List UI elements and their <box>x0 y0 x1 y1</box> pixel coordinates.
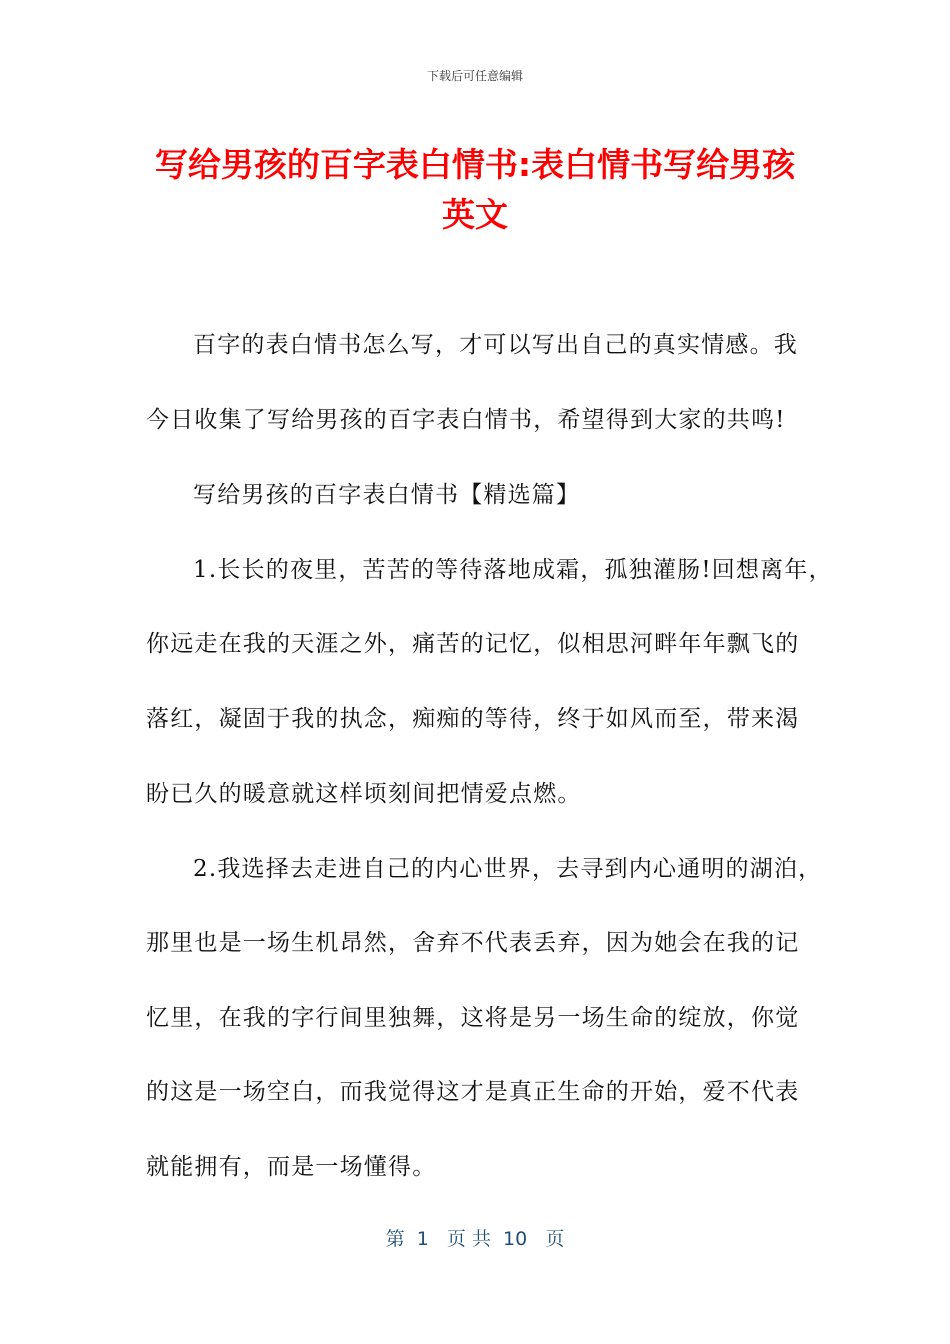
item-2-line-5: 就能拥有，而是一场懂得。 <box>146 1154 437 1180</box>
section-heading: 写给男孩的百字表白情书【精选篇】 <box>193 482 581 508</box>
item-1-line-4: 盼已久的暖意就这样顷刻间把情爱点燃。 <box>146 781 582 807</box>
page-footer: 第 1 页 共 10 页 <box>385 1228 565 1250</box>
document-title <box>100 140 850 240</box>
title-line-2: 英文 <box>442 195 508 234</box>
item-2-line-2: 那里也是一场生机昂然，舍弃不代表丢弃，因为她会在我的记 <box>146 930 800 956</box>
item-2-line-1: 2.我选择去走进自己的内心世界，去寻到内心通明的湖泊， <box>193 856 823 882</box>
title-line-1: 写给男孩的百字表白情书:表白情书写给男孩 <box>154 145 796 184</box>
item-2-line-3: 忆里，在我的字行间里独舞，这将是另一场生命的绽放，你觉 <box>146 1005 800 1031</box>
item-1-line-2: 你远走在我的天涯之外，痛苦的记忆，似相思河畔年年飘飞的 <box>146 631 800 657</box>
item-1-line-1: 1.长长的夜里，苦苦的等待落地成霜，孤独灌肠!回想离年， <box>193 557 833 583</box>
paragraph-1-line-1: 百字的表白情书怎么写，才可以写出自己的真实情感。我 <box>193 332 798 358</box>
paragraph-1-line-2: 今日收集了写给男孩的百字表白情书，希望得到大家的共鸣! <box>146 407 786 433</box>
header-note: 下载后可任意编辑 <box>426 69 523 83</box>
item-1-line-3: 落红，凝固于我的执念，痴痴的等待，终于如风而至，带来渴 <box>146 706 800 732</box>
item-2-line-4: 的这是一场空白，而我觉得这才是真正生命的开始，爱不代表 <box>146 1079 800 1105</box>
